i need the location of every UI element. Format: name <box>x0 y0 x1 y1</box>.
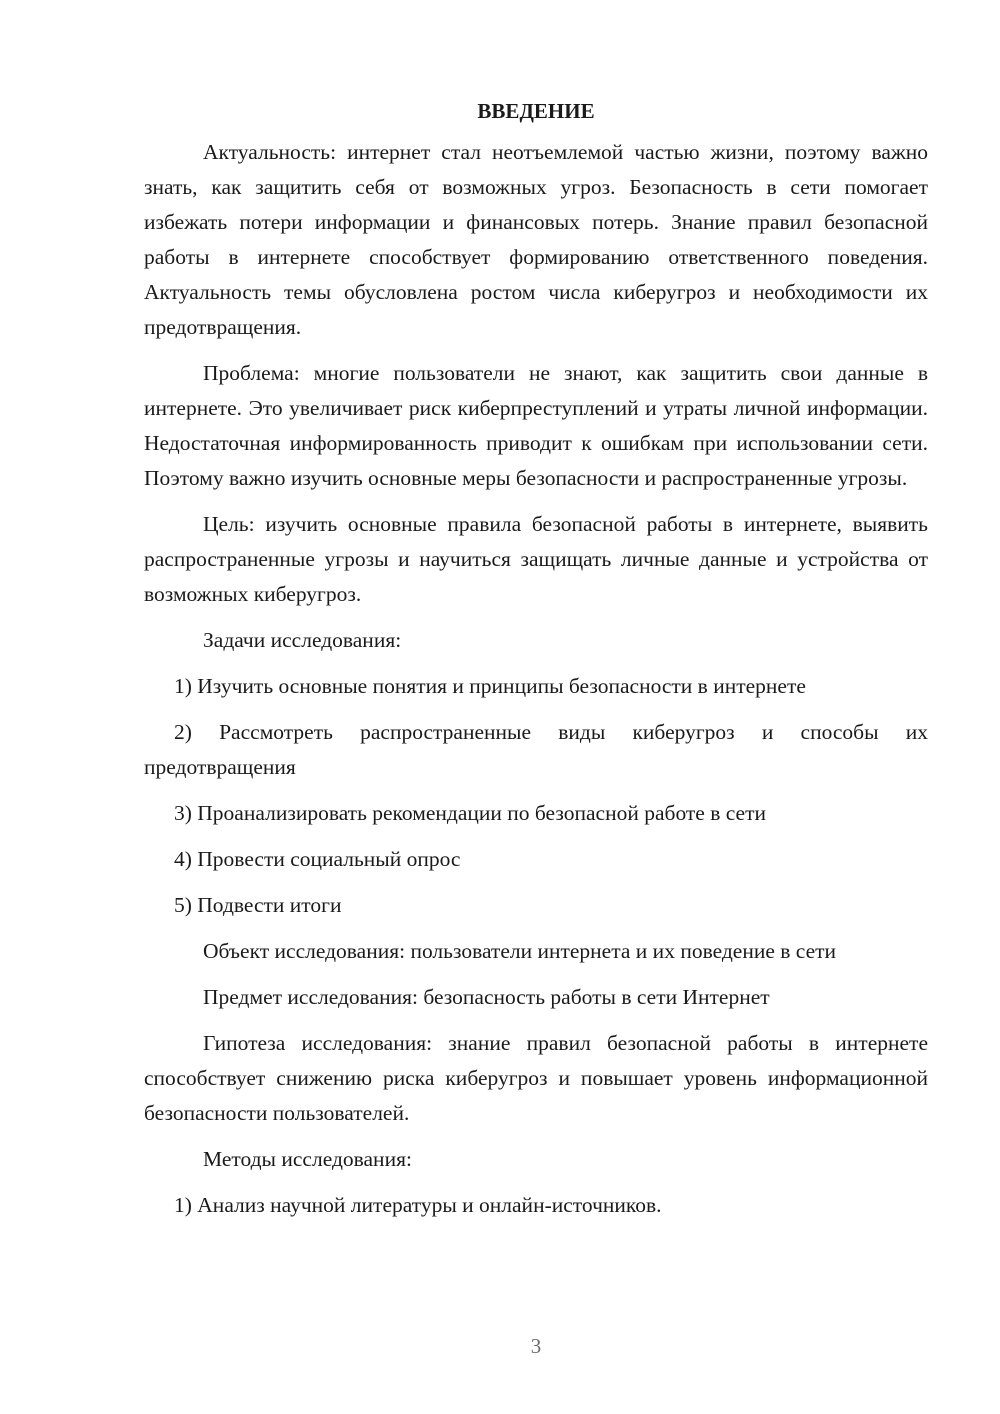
task-item-5: 5) Подвести итоги <box>174 893 342 917</box>
page-title: ВВЕДЕНИЕ <box>477 99 595 123</box>
task-item-4: 4) Провести социальный опрос <box>174 847 461 871</box>
paragraph-relevance: Актуальность: интернет стал неотъемлемой частью жизни, поэтому важно знать, как защитить себя от возможных угроз. Безопасность в сети помогает избежать потери информации и финансовых потерь. Знание правил безопасной работы в интернете способствует формированию ответственного поведения. Актуальность темы обусловлена ростом числа киберугроз и необходимости их предотвращения. <box>144 140 928 339</box>
paragraph-object: Объект исследования: пользователи интернета и их поведение в сети <box>203 939 837 963</box>
paragraph-subject: Предмет исследования: безопасность работы в сети Интернет <box>203 985 770 1009</box>
task-item-2: 2) Рассмотреть распространенные виды киберугроз и способы их предотвращения <box>144 720 928 779</box>
task-item-3: 3) Проанализировать рекомендации по безопасной работе в сети <box>174 801 766 825</box>
document-page <box>144 96 928 1234</box>
paragraph-goal: Цель: изучить основные правила безопасной работы в интернете, выявить распространенные угрозы и научиться защищать личные данные и устройства от возможных киберугроз. <box>144 512 928 606</box>
method-item-1: 1) Анализ научной литературы и онлайн-источников. <box>174 1193 662 1217</box>
paragraph-hypothesis: Гипотеза исследования: знание правил безопасной работы в интернете способствует снижению риска киберугроз и повышает уровень информационной безопасности пользователей. <box>144 1031 928 1125</box>
page-number: 3 <box>530 1334 542 1358</box>
paragraph-methods-label: Методы исследования: <box>203 1147 412 1171</box>
paragraph-tasks-label: Задачи исследования: <box>203 628 402 652</box>
paragraph-problem: Проблема: многие пользователи не знают, как защитить свои данные в интернете. Это увеличивает риск киберпреступлений и утраты личной информации. Недостаточная информированность приводит к ошибкам при использовании сети. Поэтому важно изучить основные меры безопасности и распространенные угрозы. <box>144 361 928 490</box>
task-item-1: 1) Изучить основные понятия и принципы безопасности в интернете <box>174 674 806 698</box>
